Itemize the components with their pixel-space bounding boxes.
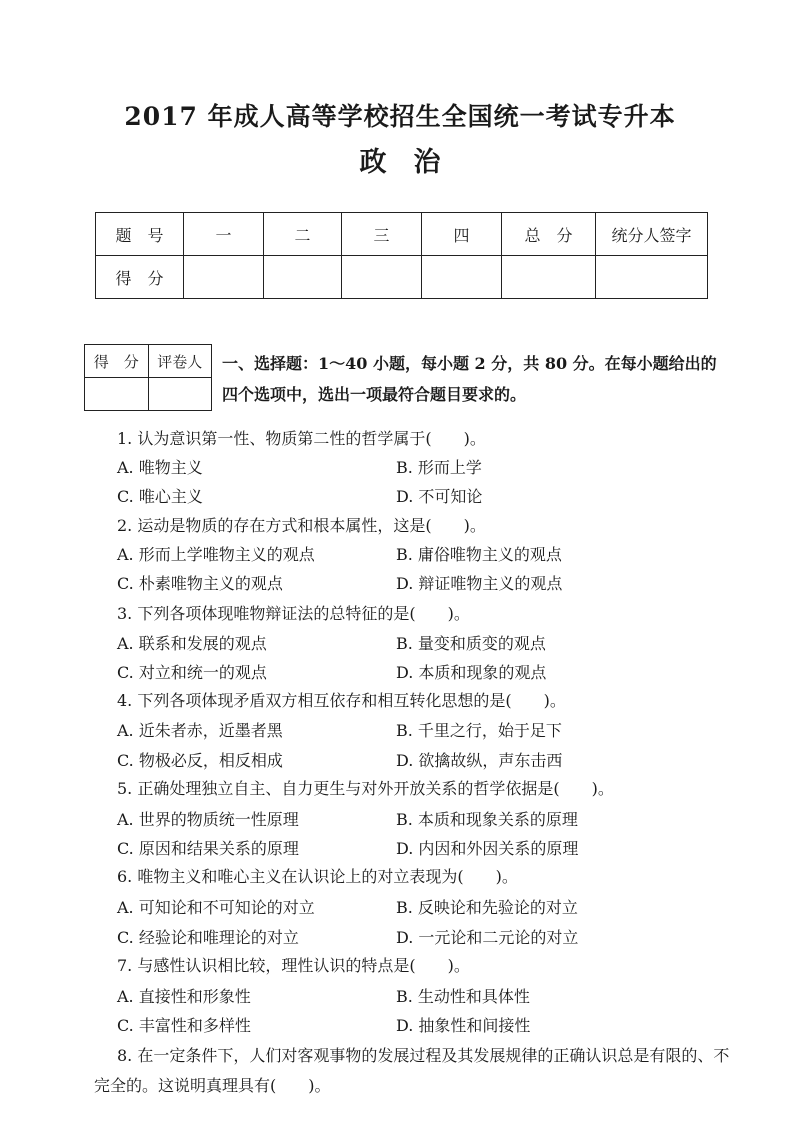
question-stem: 7. 与感性认识相比较，理性认识的特点是( )。 [117,956,470,975]
option-c: C. 朴素唯物主义的观点 [117,574,283,593]
score-table-cell: 得 分 [96,256,184,299]
option-b: B. 反映论和先验论的对立 [396,898,578,917]
option-d: D. 抽象性和间接性 [396,1016,531,1035]
score-table-cell: 一 [184,213,264,256]
option-d: D. 欲擒故纵，声东击西 [396,751,563,770]
option-a: A. 可知论和不可知论的对立 [117,898,315,917]
question-stem: 2. 运动是物质的存在方式和根本属性，这是( )。 [117,516,486,535]
score-blank-cell[interactable] [264,256,342,299]
section-heading: 一、选择题：1～40 小题，每小题 2 分，共 80 分。在每小题给出的四个选项中，选出一项最符合题目要求的。 [222,354,717,404]
option-d: D. 本质和现象的观点 [396,663,547,682]
question-8: 8. 在一定条件下，人们对客观事物的发展过程及其发展规律的正确认识总是有限的、不完全的。这说明真理具有( )。 [94,1046,730,1095]
question-stem: 6. 唯物主义和唯心主义在认识论上的对立表现为( )。 [117,867,518,886]
grader-score-blank[interactable] [85,378,149,411]
score-table-cell: 二 [264,213,342,256]
score-blank-cell[interactable] [342,256,422,299]
option-c: C. 物极必反，相反相成 [117,751,283,770]
option-b: B. 千里之行，始于足下 [396,721,562,740]
option-c: C. 原因和结果关系的原理 [117,839,299,858]
option-d: D. 辩证唯物主义的观点 [396,574,563,593]
question-stem: 4. 下列各项体现矛盾双方相互依存和相互转化思想的是( )。 [117,691,566,710]
option-b: B. 生动性和具体性 [396,987,530,1006]
score-blank-cell[interactable] [422,256,502,299]
option-b: B. 本质和现象关系的原理 [396,810,578,829]
option-b: B. 庸俗唯物主义的观点 [396,545,562,564]
score-table [95,212,708,299]
option-c: C. 丰富性和多样性 [117,1016,251,1035]
option-c: C. 经验论和唯理论的对立 [117,928,299,947]
option-b: B. 形而上学 [396,458,482,477]
score-table-cell: 三 [342,213,422,256]
option-a: A. 形而上学唯物主义的观点 [117,545,315,564]
option-a: A. 直接性和形象性 [117,987,251,1006]
option-a: A. 唯物主义 [117,458,203,477]
question-stem: 5. 正确处理独立自主、自力更生与对外开放关系的哲学依据是( )。 [117,779,614,798]
option-d: D. 一元论和二元论的对立 [396,928,579,947]
score-table-cell: 四 [422,213,502,256]
option-a: A. 近朱者赤，近墨者黑 [117,721,283,740]
grader-score-label: 得 分 [85,345,149,378]
option-a: A. 世界的物质统一性原理 [117,810,299,829]
score-table-cell: 总 分 [502,213,596,256]
option-c: C. 对立和统一的观点 [117,663,267,682]
option-d: D. 不可知论 [396,487,483,506]
score-blank-cell[interactable] [596,256,708,299]
question-stem: 3. 下列各项体现唯物辩证法的总特征的是( )。 [117,604,470,623]
grader-box [84,344,212,411]
option-b: B. 量变和质变的观点 [396,634,546,653]
score-table-cell: 题 号 [96,213,184,256]
grader-name-blank[interactable] [148,378,212,411]
question-stem: 1. 认为意识第一性、物质第二性的哲学属于( )。 [117,429,486,448]
grader-name-label: 评卷人 [148,345,212,378]
exam-subject: 政 治 [359,147,441,178]
option-d: D. 内因和外因关系的原理 [396,839,579,858]
score-table-header-row [96,213,708,256]
score-table-score-row [96,256,708,299]
exam-title: 2017 年成人高等学校招生全国统一考试专升本 [124,102,676,131]
score-blank-cell[interactable] [184,256,264,299]
option-c: C. 唯心主义 [117,487,203,506]
score-blank-cell[interactable] [502,256,596,299]
option-a: A. 联系和发展的观点 [117,634,267,653]
score-table-cell: 统分人签字 [596,213,708,256]
